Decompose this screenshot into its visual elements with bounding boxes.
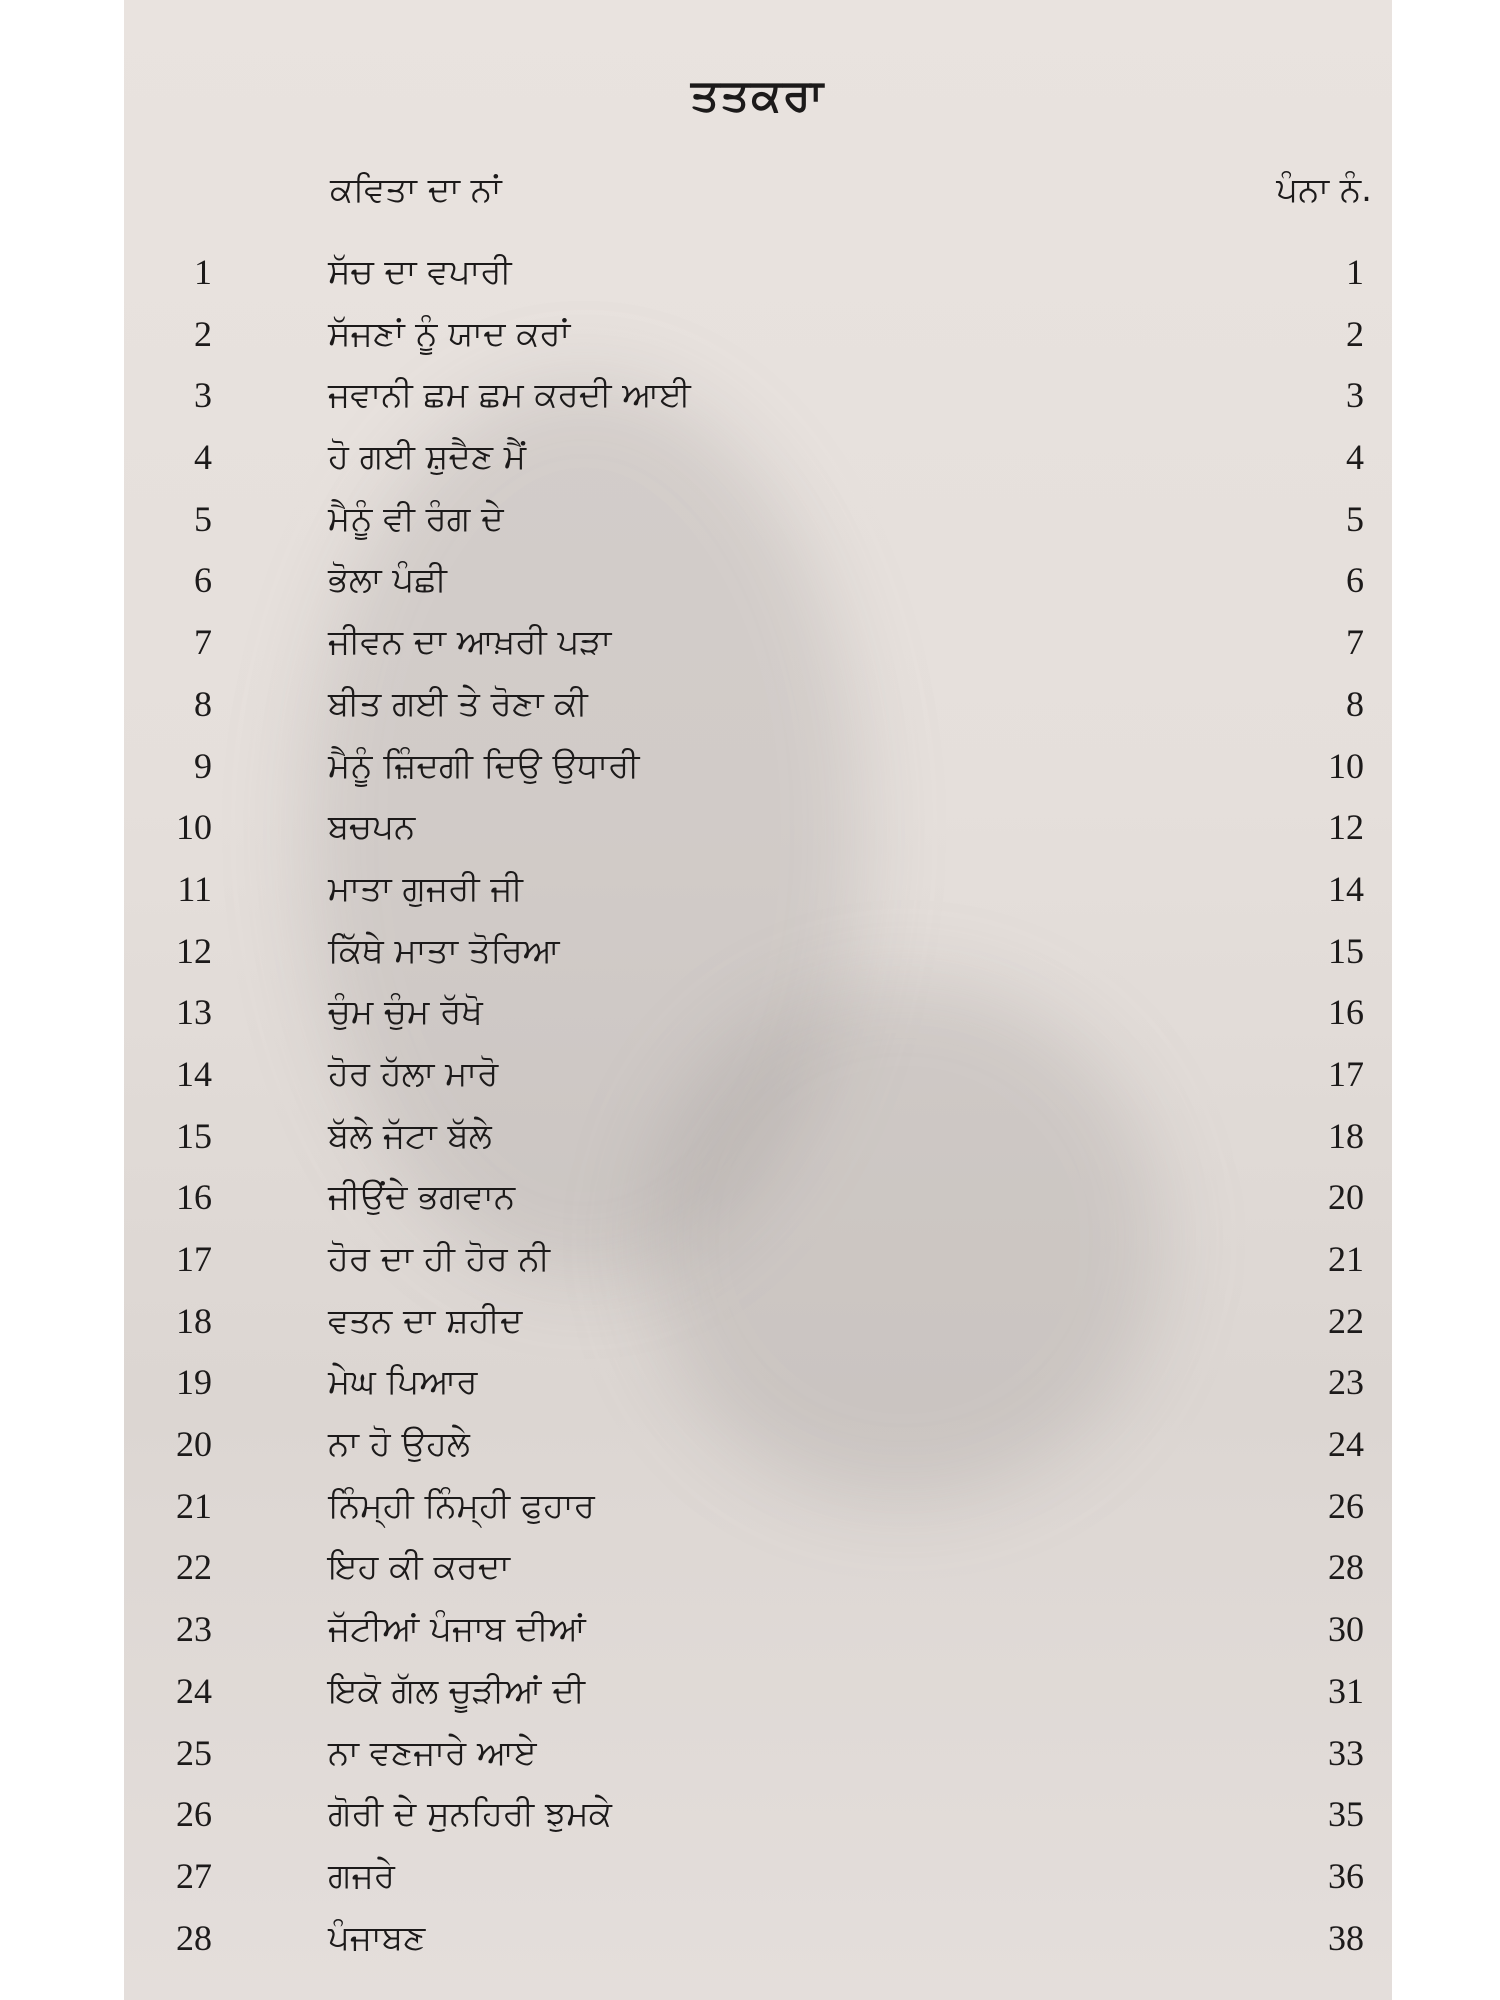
entry-number: 13 [176,992,212,1033]
toc-entry [124,802,1392,864]
page-number: 26 [1328,1485,1364,1526]
toc-entry [124,741,1392,803]
entry-number: 20 [176,1424,212,1465]
toc-entry [124,1172,1392,1234]
page-number: 35 [1328,1794,1364,1835]
page-number: 8 [1346,683,1364,724]
poem-title: ਹੋਰ ਦਾ ਹੀ ਹੋਰ ਨੀ [328,1239,550,1279]
entry-number: 28 [176,1917,212,1958]
toc-entry [124,1111,1392,1173]
toc-entry [124,617,1392,679]
entry-number: 9 [194,745,212,786]
poem-title: ਜਵਾਨੀ ਛਮ ਛਮ ਕਰਦੀ ਆਈ [328,375,691,416]
page-number: 10 [1328,745,1364,786]
poem-title: ਬਚਪਨ [328,807,416,848]
entry-number: 7 [194,622,212,663]
page-number: 30 [1328,1609,1364,1650]
poem-title: ਵਤਨ ਦਾ ਸ਼ਹੀਦ [328,1300,523,1341]
entry-number: 3 [194,375,212,416]
page-number: 38 [1328,1917,1364,1958]
entry-number: 1 [194,252,212,292]
poem-title: ਨਾ ਹੋ ਉਹਲੇ [328,1424,470,1465]
poem-name-header: ਕਵਿਤਾ ਦਾ ਨਾਂ [330,170,502,210]
table-of-contents [124,247,1392,1974]
poem-title: ਗਜਰੇ [328,1855,395,1896]
entry-number: 11 [177,868,212,909]
toc-entry [124,987,1392,1049]
toc-entry [124,1728,1392,1790]
entry-number: 4 [194,437,212,478]
page-number: 18 [1328,1115,1364,1156]
page-number: 21 [1328,1239,1364,1279]
poem-title: ਭੋਲਾ ਪੰਛੀ [328,560,447,601]
toc-entry [124,1419,1392,1481]
page-number: 28 [1328,1547,1364,1588]
toc-entry [124,555,1392,617]
toc-entry [124,1296,1392,1358]
toc-entry [124,1666,1392,1728]
poem-title: ਸੱਜਣਾਂ ਨੂੰ ਯਾਦ ਕਰਾਂ [328,313,571,354]
page-number: 15 [1328,930,1364,971]
entry-number: 26 [176,1794,212,1835]
entry-number: 27 [176,1855,212,1896]
toc-entry [124,1542,1392,1604]
page-number: 12 [1328,807,1364,848]
entry-number: 19 [176,1362,212,1403]
page-number: 14 [1328,868,1364,909]
page-title: ਤਤਕਰਾ [690,70,826,121]
entry-number: 21 [176,1485,212,1526]
poem-title: ਇਕੋ ਗੱਲ ਚੂੜੀਆਂ ਦੀ [328,1670,585,1711]
toc-entry [124,926,1392,988]
toc-entry [124,494,1392,556]
toc-entry [124,370,1392,432]
entry-number: 23 [176,1609,212,1650]
toc-entry [124,432,1392,494]
toc-entry [124,1604,1392,1666]
book-page [124,0,1392,2000]
page-number: 31 [1328,1670,1364,1711]
entry-number: 10 [176,807,212,848]
page-number: 22 [1328,1300,1364,1341]
page-number: 6 [1346,560,1364,601]
entry-number: 18 [176,1300,212,1341]
poem-title: ਬੱਲੇ ਜੱਟਾ ਬੱਲੇ [328,1115,492,1156]
page-number: 2 [1346,313,1364,354]
poem-title: ਨਿੰਮ੍ਹੀ ਨਿੰਮ੍ਹੀ ਫੁਹਾਰ [328,1485,595,1526]
entry-number: 15 [176,1115,212,1156]
toc-entry [124,247,1392,309]
toc-entry [124,1357,1392,1419]
poem-title: ਜੀਉਂਦੇ ਭਗਵਾਨ [328,1177,516,1218]
entry-number: 5 [194,498,212,539]
entry-number: 25 [176,1732,212,1773]
entry-number: 17 [176,1239,212,1279]
entry-number: 22 [176,1547,212,1588]
entry-number: 8 [194,683,212,724]
entry-number: 14 [176,1053,212,1094]
page-number: 23 [1328,1362,1364,1403]
poem-title: ਮੈਨੂੰ ਜ਼ਿੰਦਗੀ ਦਿਉ ਉਧਾਰੀ [328,745,640,786]
poem-title: ਇਹ ਕੀ ਕਰਦਾ [328,1547,510,1588]
poem-title: ਮਾਤਾ ਗੁਜਰੀ ਜੀ [328,868,523,909]
page-number: 20 [1328,1177,1364,1218]
toc-entry [124,1234,1392,1296]
page-number-header: ਪੰਨਾ ਨੰ. [1276,170,1372,210]
poem-title: ਪੰਜਾਬਣ [328,1917,426,1958]
toc-entry [124,1049,1392,1111]
poem-title: ਨਾ ਵਣਜਾਰੇ ਆਏ [328,1732,537,1773]
entry-number: 16 [176,1177,212,1218]
poem-title: ਕਿੱਥੇ ਮਾਤਾ ਤੋਰਿਆ [328,930,560,971]
page-number: 16 [1328,992,1364,1033]
entry-number: 2 [194,313,212,354]
poem-title: ਹੋਰ ਹੱਲਾ ਮਾਰੋ [328,1053,499,1094]
page-number: 36 [1328,1855,1364,1896]
toc-entry [124,679,1392,741]
page-number: 7 [1346,622,1364,663]
entry-number: 24 [176,1670,212,1711]
toc-entry [124,1851,1392,1913]
poem-title: ਜੀਵਨ ਦਾ ਆਖ਼ਰੀ ਪੜਾ [328,622,612,663]
poem-title: ਮੈਨੂੰ ਵੀ ਰੰਗ ਦੇ [328,498,504,539]
page-number: 5 [1346,498,1364,539]
toc-entry [124,1481,1392,1543]
page-number: 24 [1328,1424,1364,1465]
page-number: 3 [1346,375,1364,416]
page-number: 1 [1346,252,1364,292]
toc-entry [124,864,1392,926]
poem-title: ਗੋਰੀ ਦੇ ਸੁਨਹਿਰੀ ਝੁਮਕੇ [328,1794,612,1835]
poem-title: ਮੇਘ ਪਿਆਰ [328,1362,478,1403]
poem-title: ਜੱਟੀਆਂ ਪੰਜਾਬ ਦੀਆਂ [328,1609,586,1650]
poem-title: ਚੁੰਮ ਚੁੰਮ ਰੱਖੋ [328,992,483,1033]
poem-title: ਸੱਚ ਦਾ ਵਪਾਰੀ [328,252,512,292]
entry-number: 12 [176,930,212,971]
page-number: 17 [1328,1053,1364,1094]
page-number: 33 [1328,1732,1364,1773]
poem-title: ਹੋ ਗਈ ਸ਼ੁਦੈਣ ਮੈਂ [328,437,527,478]
entry-number: 6 [194,560,212,601]
page-number: 4 [1346,437,1364,478]
toc-entry [124,1913,1392,1975]
poem-title: ਬੀਤ ਗਈ ਤੇ ਰੋਣਾ ਕੀ [328,683,588,724]
toc-entry [124,309,1392,371]
toc-entry [124,1789,1392,1851]
